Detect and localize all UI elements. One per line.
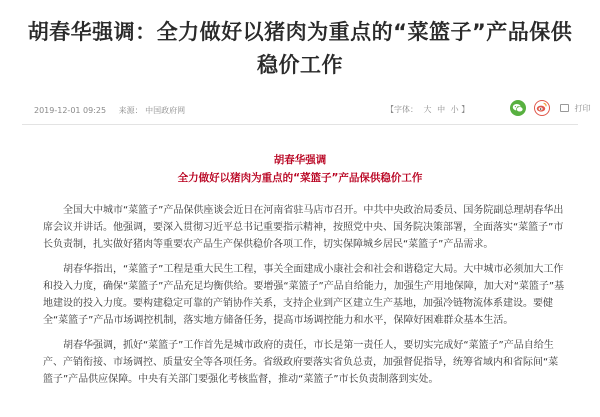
article-body: [43, 202, 568, 396]
font-size-label: 【字体：: [386, 105, 418, 114]
article-source: 来源： 中国政府网: [118, 106, 186, 115]
meta-divider: [22, 124, 578, 125]
article-title: 胡春华强调：全力做好以猪肉为重点的“菜篮子”产品保供稳价工作: [27, 20, 573, 77]
font-size-medium-button[interactable]: 中: [437, 105, 446, 114]
article-kicker: 胡春华强调: [273, 154, 327, 166]
article-meta: [34, 105, 195, 116]
font-size-large-button[interactable]: 大: [423, 105, 432, 114]
share-buttons: [508, 100, 558, 118]
print-button[interactable]: [560, 103, 591, 114]
publish-datetime: 2019-12-01 09:25: [34, 106, 107, 115]
font-size-small-button[interactable]: 小: [450, 105, 459, 114]
article-paragraph-1: 全国大中城市“菜篮子”产品保供座谈会近日在河南省驻马店市召开。中共中央政治局委员、国务院副总理胡春华出席会议并讲话。他强调，要深入贯彻习近平总书记重要指示精神，按照党中央、国务院决策部署，全面落实“菜篮子”市长负责制，扎实做好猪肉等重要农产品生产保供稳价各项工作，切实保障城乡居民“菜篮子”产品需求。: [43, 205, 564, 250]
print-label: 打印: [574, 104, 591, 113]
article-meta-bar: [22, 98, 591, 120]
article-paragraph-2: 胡春华指出，“菜篮子”工程是重大民生工程，事关全面建成小康社会和社会和谐稳定大局。大中城市必须加大工作和投入力度，确保“菜篮子”产品充足均衡供给。要增强“菜篮子”产品自给能力，加强生产用地保障，加大对“菜篮子”基地建设的投入力度。要构建稳定可靠的产销协作关系，支持企业到产区建立生产基地，加强冷链物流体系建设。要健全“菜篮子”产品市场调控机制，落实地方储备任务，提高市场调控能力和水平，保障好困难群众基本生活。: [43, 264, 565, 326]
article-subtitle: 全力做好以猪肉为重点的“菜篮子”产品保供稳价工作: [177, 172, 423, 184]
font-size-control: [386, 104, 469, 115]
font-size-bracket-close: 】: [461, 105, 470, 114]
printer-icon: [560, 104, 569, 112]
wechat-icon[interactable]: [510, 100, 526, 116]
weibo-icon[interactable]: [534, 100, 550, 116]
article-paragraph-3: 胡春华强调，抓好“菜篮子”工作首先是城市政府的责任，市长是第一责任人，要切实完成好“菜篮子”产品自给生产、产销衔接、市场调控、质量安全等各项任务。省级政府要落实省负总责，加强督促指导，统筹省域内和省际间“菜篮子”产品供应保障。中央有关部门要强化考核监督，推动“菜篮子”市长负责制落到实处。: [43, 340, 559, 385]
